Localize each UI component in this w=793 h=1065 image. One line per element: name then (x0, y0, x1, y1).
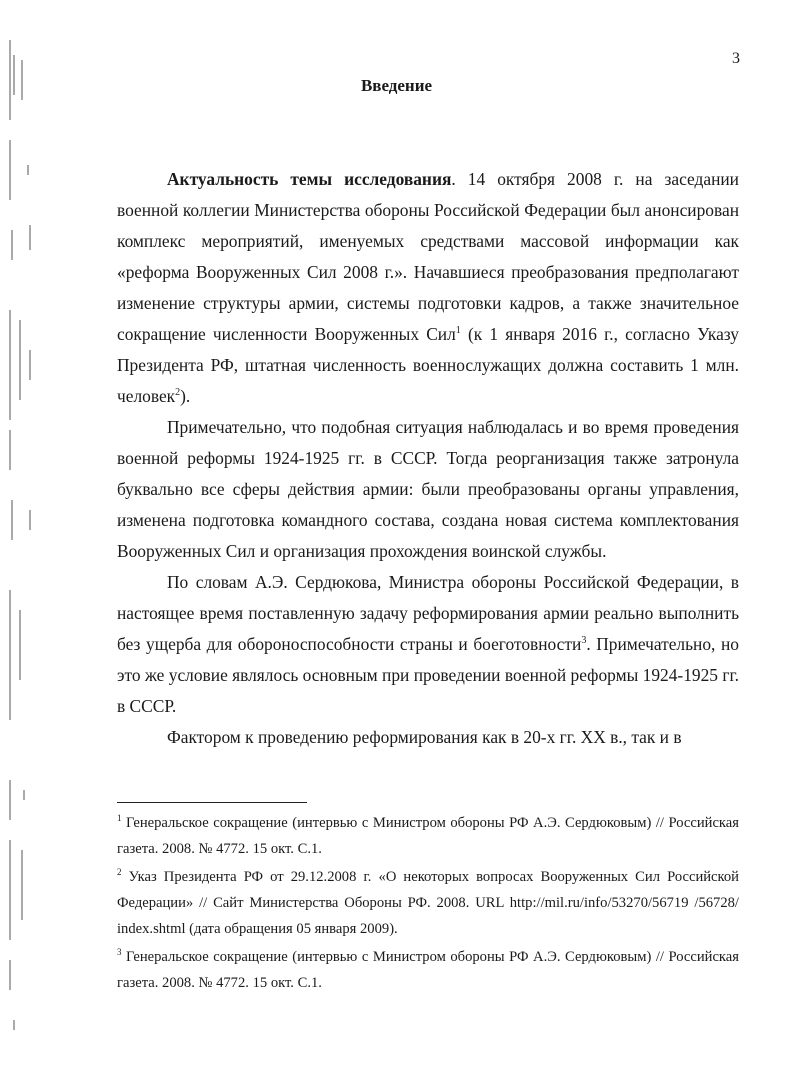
footnote-text: Генеральское сокращение (интервью с Министром обороны РФ А.Э. Сердюковым) // Российская газета. 2008. № 4772. 15 окт. С.1. (117, 815, 739, 857)
footnote-ref-2[interactable]: 2 (175, 387, 181, 399)
footnotes (117, 810, 739, 998)
relevance-heading: Актуальность темы исследования (167, 169, 452, 189)
paragraph-text: . 14 октября 2008 г. на заседании военной коллегии Министерства обороны Российской Федерации был анонсирован комплекс мероприятий, именуемых средствами массовой информации как «реформа Вооруженных Сил 2008 г.». Начавшиеся преобразования предполагают изменение структуры армии, системы подготовки кадров, а также значительное сокращение численности Вооруженных Сил (117, 169, 739, 344)
footnote-2 (117, 864, 739, 942)
footnote-text: Указ Президента РФ от 29.12.2008 г. «О некоторых вопросах Вооруженных Сил Российской Федерации» // Сайт Министерства Обороны РФ. 2008. URL http://mil.ru/info/53270/56719 /56728/ index.shtml (дата обращения 05 января 2009). (117, 869, 739, 937)
paragraph-relevance (117, 164, 739, 412)
footnote-ref-3[interactable]: 3 (581, 635, 587, 647)
footnote-number: 3 (117, 947, 122, 958)
footnote-number: 2 (117, 867, 122, 878)
paragraph-text: (к 1 января 2016 г., согласно Указу Президента РФ, штатная численность военнослужащих должна составить 1 млн. человек (117, 324, 739, 406)
footnote-ref-1[interactable]: 1 (455, 325, 461, 337)
footnote-number: 1 (117, 813, 122, 824)
paragraph-text: ). (180, 386, 191, 406)
paragraph-factor: Фактором к проведению реформирования как в 20-х гг. XX в., так и в (167, 727, 682, 747)
page-title: Введение (360, 76, 433, 95)
scan-edge-marks (0, 0, 40, 1065)
footnote-text: Генеральское сокращение (интервью с Министром обороны РФ А.Э. Сердюковым) // Российская газета. 2008. № 4772. 15 окт. С.1. (117, 949, 739, 991)
paragraph-minister-quote (117, 567, 739, 722)
body-text (117, 164, 739, 753)
paragraph-text: По словам А.Э. Сердюкова, Министра обороны Российской Федерации, в настоящее время поставленную задачу реформирования армии реально выполнить без ущерба для обороноспособности страны и боеготовности (117, 572, 739, 654)
footnote-1 (117, 810, 739, 862)
paragraph-text: . Примечательно, но это же условие являлось основным при проведении военной реформы 1924-1925 гг. в СССР. (117, 634, 739, 716)
paragraph-comparison: Примечательно, что подобная ситуация наблюдалась и во время проведения военной реформы 1924-1925 гг. в СССР. Тогда реорганизация также затронула буквально все сферы действия армии: были преобразованы органы управления, изменена подготовка командного состава, создана новая система комплектования Вооруженных Сил и организация прохождения воинской службы. (117, 417, 739, 561)
footnote-divider (117, 802, 307, 803)
footnote-3 (117, 944, 739, 996)
page-number: 3 (732, 50, 740, 67)
